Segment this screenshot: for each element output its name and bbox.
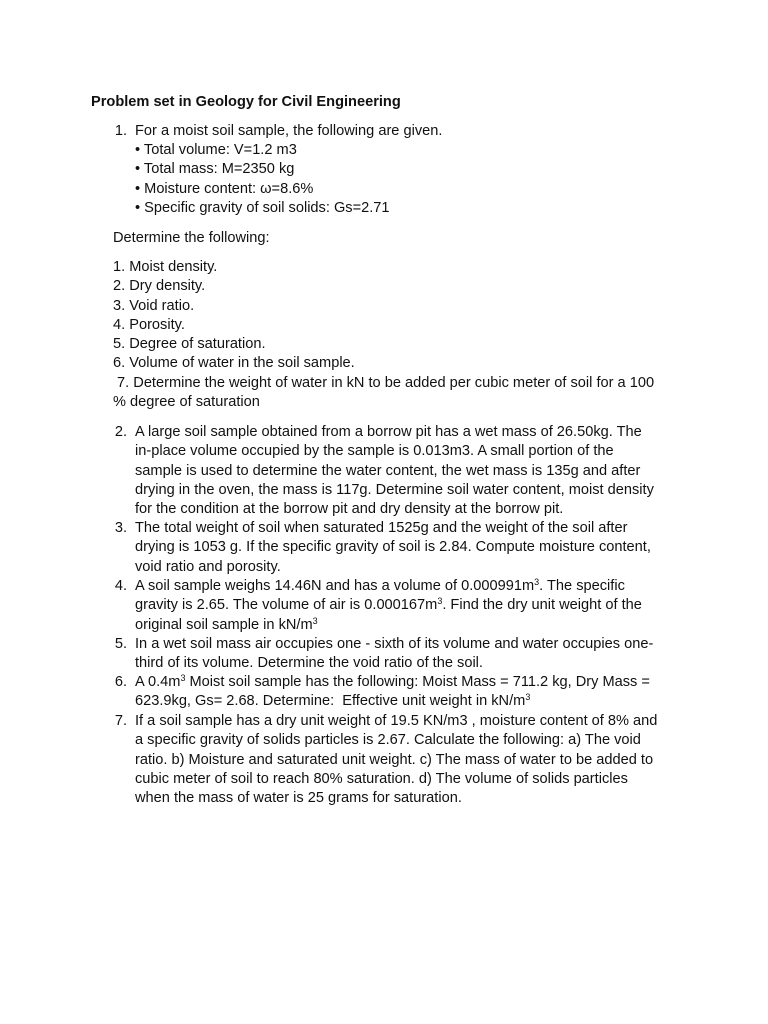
task-item: 5. Degree of saturation. bbox=[113, 336, 266, 353]
given-item: • Moisture content: ω=8.6% bbox=[135, 180, 314, 197]
problem-4-text-part: original soil sample in kN/m bbox=[135, 616, 313, 633]
problem-3-line: drying is 1053 g. If the specific gravity of soil is 2.84. Compute moisture content, bbox=[135, 539, 651, 556]
given-item: • Total volume: V=1.2 m3 bbox=[135, 142, 297, 158]
problem-4-text-part: gravity is 2.65. The volume of air is 0.000167m bbox=[135, 597, 438, 614]
problem-3-text bbox=[135, 519, 651, 577]
problem-7-line: ratio. b) Moisture and saturated unit weight. c) The mass of water to be added to bbox=[135, 751, 654, 768]
problem-4-text-part: A soil sample weighs 14.46N and has a volume of 0.000991m bbox=[135, 578, 535, 594]
problem-5-line: third of its volume. Determine the void ratio of the soil. bbox=[135, 655, 483, 672]
problem-1-intro: For a moist soil sample, the following are given. bbox=[135, 123, 443, 139]
superscript: 3 bbox=[534, 577, 540, 587]
problem-7-line: a specific gravity of solids particles is 2.67. Calculate the following: a) The void bbox=[135, 732, 641, 749]
task-item: 4. Porosity. bbox=[113, 316, 185, 333]
problem-2-text bbox=[135, 423, 654, 519]
problem-6-text-part: A 0.4m bbox=[135, 674, 181, 690]
problem-2-line: A large soil sample obtained from a borrow pit has a wet mass of 26.50kg. The bbox=[135, 424, 642, 440]
problem-5-line: In a wet soil mass air occupies one - sixth of its volume and water occupies one- bbox=[135, 636, 654, 652]
problem-1-givens bbox=[135, 141, 390, 218]
problem-7-line: when the mass of water is 25 grams for saturation. bbox=[135, 790, 462, 807]
problem-6-line bbox=[135, 673, 650, 692]
problem-6-text bbox=[135, 673, 650, 712]
problem-5-text bbox=[135, 635, 653, 674]
problem-3-number: 3. bbox=[114, 520, 127, 536]
task-item: 6. Volume of water in the soil sample. bbox=[113, 355, 355, 372]
problem-3-line: void ratio and porosity. bbox=[135, 558, 281, 575]
problem-4-text-part: . The specific bbox=[539, 578, 625, 594]
problem-7-text bbox=[135, 712, 657, 808]
task-item: 2. Dry density. bbox=[113, 278, 206, 295]
problem-6-line bbox=[135, 692, 650, 711]
superscript: 3 bbox=[437, 596, 443, 607]
given-item: • Total mass: M=2350 kg bbox=[135, 161, 295, 178]
problem-2-line: sample is used to determine the water content, the wet mass is 135g and after bbox=[135, 462, 641, 479]
problem-1-tasks bbox=[113, 258, 654, 412]
problem-4-number: 4. bbox=[114, 578, 127, 594]
task-item: 1. Moist density. bbox=[113, 259, 218, 275]
superscript: 3 bbox=[525, 692, 531, 703]
problem-4-line bbox=[135, 577, 642, 596]
problem-3-line: The total weight of soil when saturated 1525g and the weight of the soil after bbox=[135, 520, 628, 536]
problem-6-text-part: Moist soil sample has the following: Moist Mass = 711.2 kg, Dry Mass = bbox=[185, 674, 650, 690]
task-item: % degree of saturation bbox=[113, 394, 260, 411]
task-item: 3. Void ratio. bbox=[113, 297, 195, 314]
problem-4-text-part: . Find the dry unit weight of the bbox=[442, 597, 642, 614]
given-item: • Specific gravity of soil solids: Gs=2.71 bbox=[135, 199, 390, 216]
problem-7-line: cubic meter of soil to reach 80% saturation. d) The volume of solids particles bbox=[135, 770, 628, 787]
problem-2-line: in-place volume occupied by the sample is 0.013m3. A small portion of the bbox=[135, 443, 614, 460]
problem-7-number: 7. bbox=[114, 713, 127, 729]
problem-4-line bbox=[135, 596, 642, 615]
problem-4-text bbox=[135, 577, 642, 635]
problem-6-text-part: 623.9kg, Gs= 2.68. Determine: Effective unit weight in kN/m bbox=[135, 693, 526, 710]
problem-2-number: 2. bbox=[114, 424, 127, 440]
document-title: Problem set in Geology for Civil Engineering bbox=[91, 94, 401, 110]
superscript: 3 bbox=[180, 673, 186, 683]
problem-1-number: 1. bbox=[114, 123, 127, 139]
problem-6-number: 6. bbox=[114, 674, 127, 690]
problem-7-line: If a soil sample has a dry unit weight of 19.5 KN/m3 , moisture content of 8% and bbox=[135, 713, 658, 729]
determine-label: Determine the following: bbox=[113, 230, 270, 246]
problem-2-line: drying in the oven, the mass is 117g. Determine soil water content, moist density bbox=[135, 481, 654, 498]
superscript: 3 bbox=[312, 615, 318, 626]
problem-2-line: for the condition at the borrow pit and dry density at the borrow pit. bbox=[135, 501, 564, 518]
problem-5-number: 5. bbox=[114, 636, 127, 652]
problem-4-line bbox=[135, 616, 642, 635]
task-item: 7. Determine the weight of water in kN to be added per cubic meter of soil for a 100 bbox=[113, 374, 655, 391]
